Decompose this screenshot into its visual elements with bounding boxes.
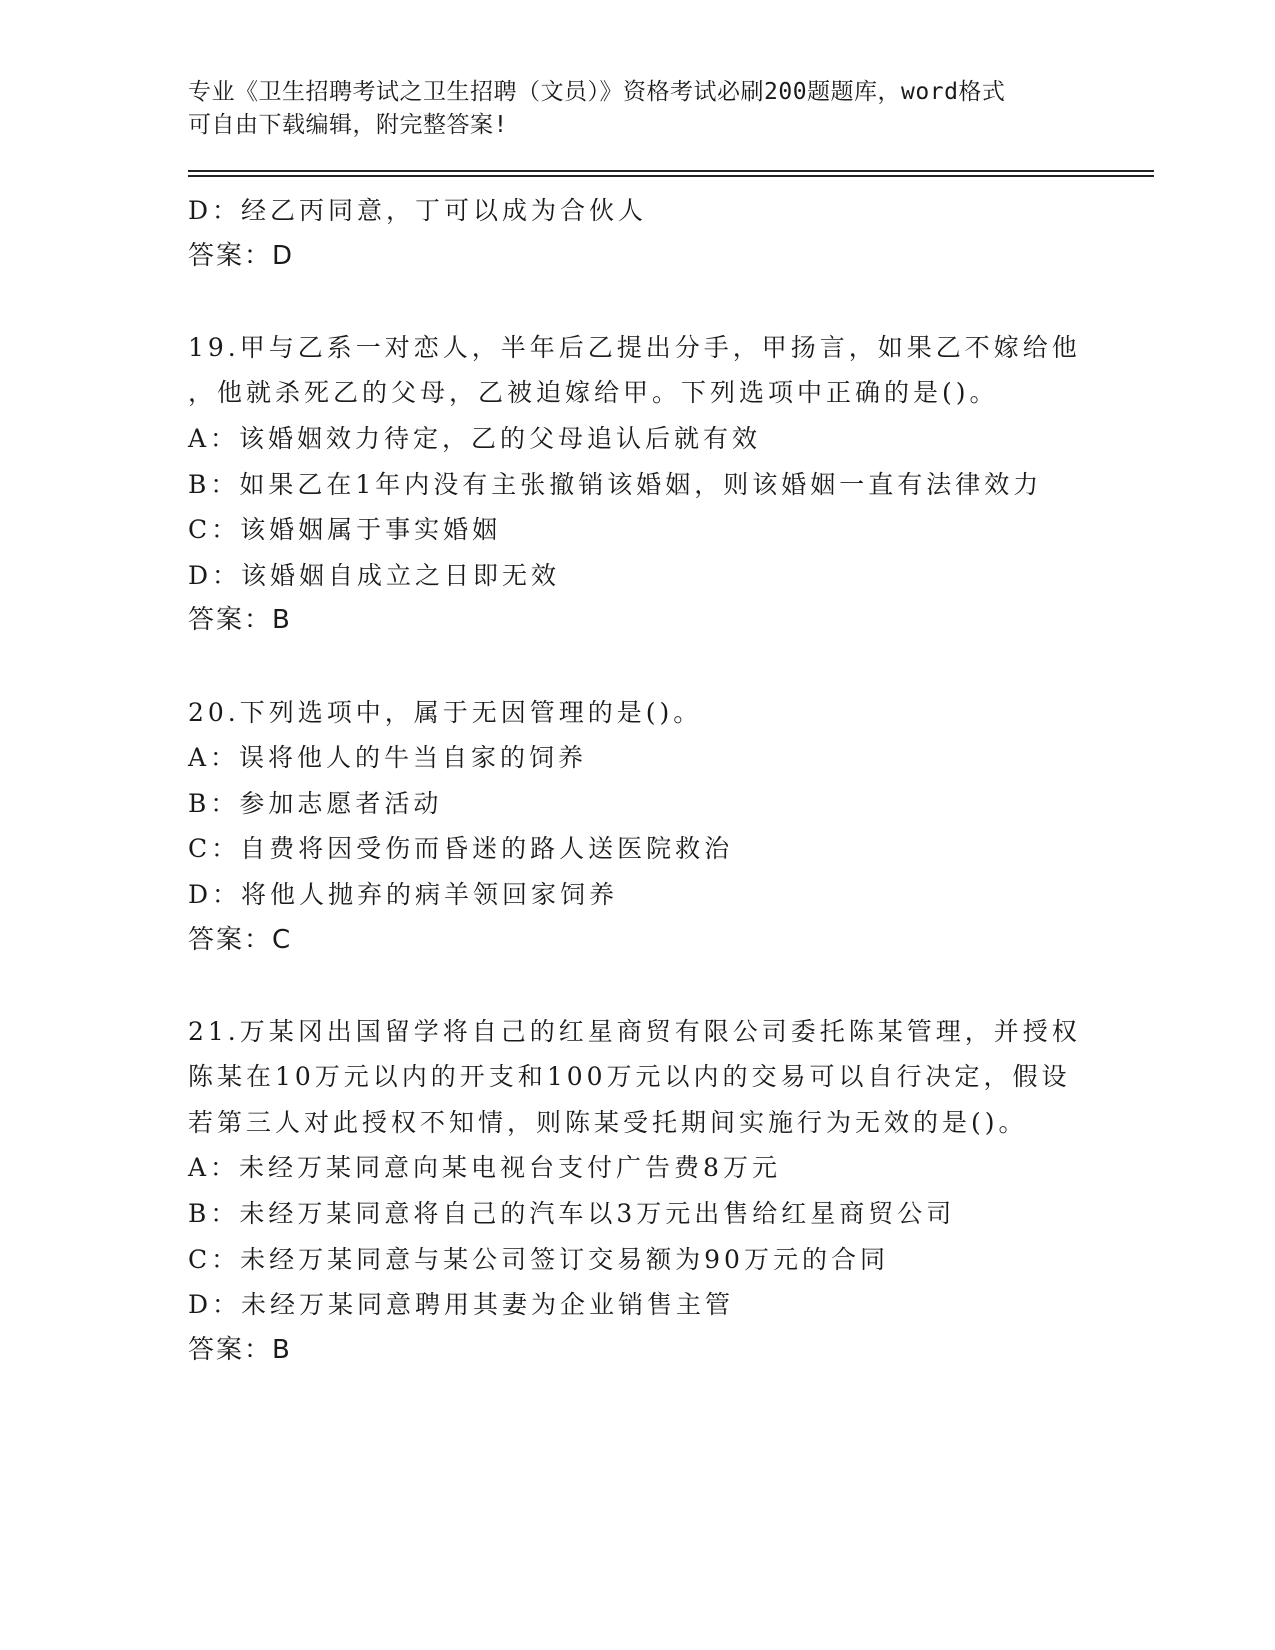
option-d: D：该婚姻自成立之日即无效 — [188, 560, 561, 590]
question-stem: 20.下列选项中，属于无因管理的是()。 — [188, 697, 703, 727]
spacer — [188, 279, 1148, 325]
answer: 答案：B — [188, 1334, 292, 1365]
question-19 — [188, 325, 1148, 644]
option-b: B：未经万某同意将自己的汽车以3万元出售给红星商贸公司 — [188, 1199, 956, 1229]
question-stem: 19.甲与乙系一对恋人，半年后乙提出分手，甲扬言，如果乙不嫁给他 — [188, 332, 1081, 362]
question-20 — [188, 690, 1148, 964]
option-a: A：误将他人的牛当自家的饲养 — [188, 743, 588, 773]
document-body — [188, 188, 1148, 1373]
header-rule-top — [188, 170, 1154, 172]
document-header — [188, 76, 1068, 142]
answer: 答案：C — [188, 924, 293, 955]
spacer — [188, 644, 1148, 690]
header-line-2: 可自由下载编辑，附完整答案! — [188, 112, 508, 138]
option-d: D：经乙丙同意，丁可以成为合伙人 — [188, 196, 648, 225]
question-stem: 21.万某冈出国留学将自己的红星商贸有限公司委托陈某管理，并授权 — [188, 1016, 1081, 1046]
option-a: A：该婚姻效力待定，乙的父母追认后就有效 — [188, 423, 762, 453]
option-b: B：如果乙在1年内没有主张撤销该婚姻，则该婚姻一直有法律效力 — [188, 469, 1043, 499]
question-21 — [188, 1009, 1148, 1374]
answer: 答案：B — [188, 605, 292, 636]
spacer — [188, 963, 1148, 1009]
question-stem: ，他就杀死乙的父母，乙被迫嫁给甲。下列选项中正确的是()。 — [188, 378, 999, 408]
option-c: C：自费将因受伤而昏迷的路人送医院救治 — [188, 834, 734, 864]
option-d: D：将他人抛弃的病羊领回家饲养 — [188, 879, 619, 909]
option-d: D：未经万某同意聘用其妻为企业销售主管 — [188, 1290, 735, 1320]
question-stem: 陈某在10万元以内的开支和100万元以内的交易可以自行决定，假设 — [188, 1062, 1071, 1092]
option-a: A：未经万某同意向某电视台支付广告费8万元 — [188, 1153, 781, 1183]
option-c: C：该婚姻属于事实婚姻 — [188, 515, 502, 545]
option-c: C：未经万某同意与某公司签订交易额为90万元的合同 — [188, 1244, 889, 1274]
header-line-1: 专业《卫生招聘考试之卫生招聘（文员）》资格考试必刷200题题库，word格式 — [188, 79, 1006, 105]
option-b: B：参加志愿者活动 — [188, 788, 443, 818]
question-stem: 若第三人对此授权不知情，则陈某受托期间实施行为无效的是()。 — [188, 1107, 1028, 1137]
header-rule-bottom — [188, 175, 1154, 177]
answer: 答案：D — [188, 240, 295, 271]
question-18-tail — [188, 188, 1148, 279]
